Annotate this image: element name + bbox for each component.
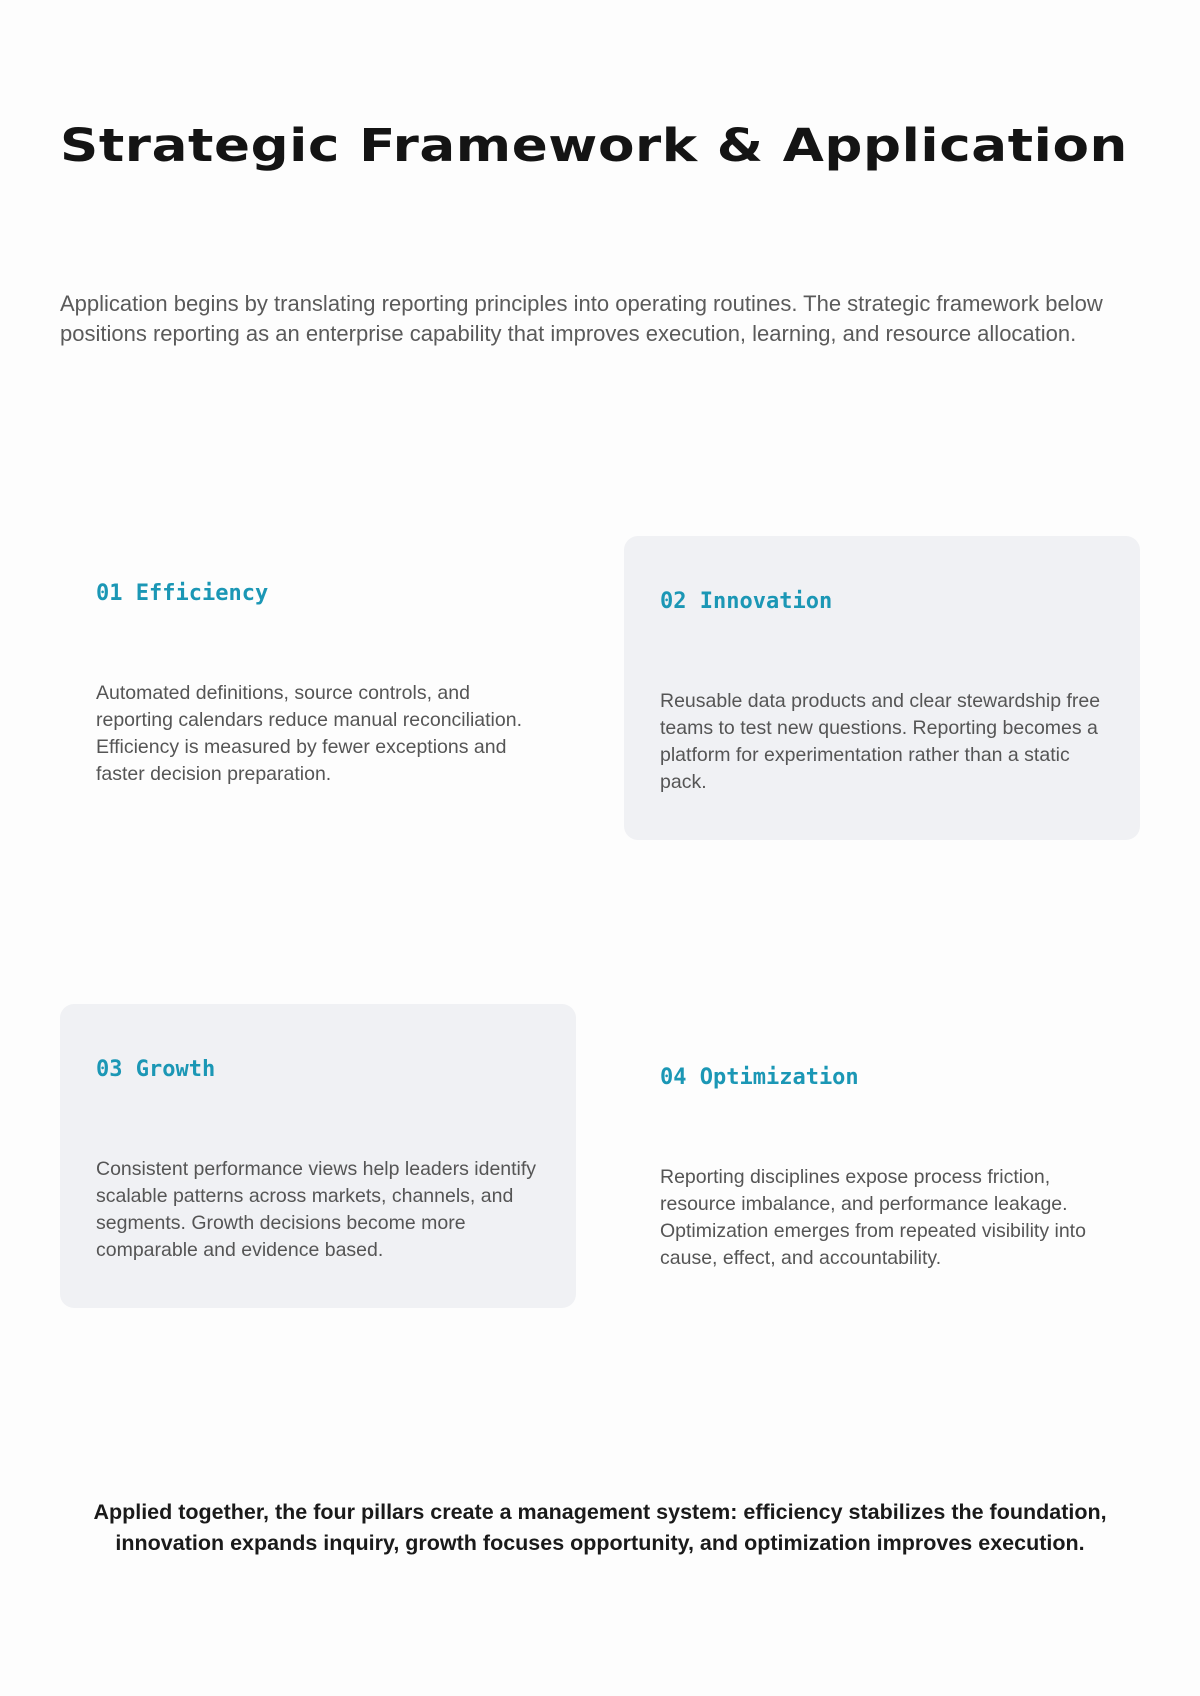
pillar-heading: 02 Innovation	[660, 589, 833, 614]
pillar-heading: 04 Optimization	[660, 1065, 859, 1090]
pillar-card-growth	[60, 1004, 576, 1308]
pillar-description: Consistent performance views help leaders identify scalable patterns across markets, channels, and segments. Growth decisions become more comparable and evidence based.	[96, 1158, 537, 1261]
pillar-card-innovation	[624, 536, 1140, 840]
page-title: Strategic Framework & Application	[60, 119, 1128, 172]
pillar-description: Reporting disciplines expose process friction, resource imbalance, and performance leakage. Optimization emerges from repeated visibility into cause, effect, and accountability.	[660, 1166, 1086, 1269]
pillar-card-efficiency	[60, 528, 576, 832]
pillar-heading: 01 Efficiency	[96, 581, 269, 606]
pillar-description: Automated definitions, source controls, and reporting calendars reduce manual reconciliation. Efficiency is measured by fewer exceptions and faster decision preparation.	[96, 682, 522, 785]
summary-statement: Applied together, the four pillars create a management system: efficiency stabilizes the foundation, innovation expands inquiry, growth focuses opportunity, and optimization improves execution.	[93, 1500, 1107, 1555]
pillar-heading: 03 Growth	[96, 1057, 216, 1082]
intro-paragraph: Application begins by translating reporting principles into operating routines. The strategic framework below positions reporting as an enterprise capability that improves execution, learning, and resource allocation.	[60, 291, 1103, 346]
pillar-description: Reusable data products and clear stewardship free teams to test new questions. Reporting becomes a platform for experimentation rather than a static pack.	[660, 690, 1101, 793]
pillar-card-optimization	[624, 1012, 1140, 1316]
